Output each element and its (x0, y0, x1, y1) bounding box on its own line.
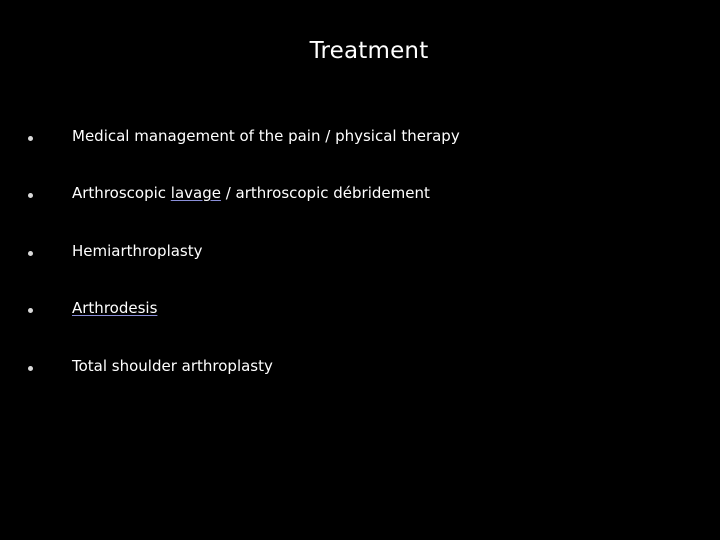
bullet-item-hemiarthroplasty (0, 242, 720, 270)
bullet-text-segment: Medical management of the pain / physical therapy (72, 127, 460, 145)
bullet-text-segment: Total shoulder arthroplasty (72, 357, 273, 375)
bullet-dot-icon (28, 366, 33, 371)
bullet-text-segment: Arthroscopic (72, 184, 171, 202)
bullet-item-total-shoulder-arthroplasty (0, 357, 720, 385)
bullet-text (72, 184, 430, 202)
bullet-dot-icon (28, 136, 33, 141)
arthrodesis-link[interactable]: Arthrodesis (72, 299, 158, 317)
bullet-text (72, 357, 273, 375)
slide-title: Treatment (309, 38, 429, 64)
lavage-link[interactable]: lavage (170, 184, 221, 202)
bullet-text-segment: / arthroscopic débridement (220, 184, 430, 202)
bullet-dot-icon (28, 308, 33, 313)
bullet-item-medical-management (0, 127, 720, 155)
bullet-item-arthrodesis (0, 299, 720, 327)
bullet-text (72, 127, 460, 145)
bullet-text-segment: Hemiarthroplasty (72, 242, 203, 260)
bullet-item-arthroscopic-lavage (0, 184, 720, 212)
bullet-dot-icon (28, 193, 33, 198)
bullet-text (72, 299, 157, 317)
bullet-text (72, 242, 203, 260)
bullet-dot-icon (28, 251, 33, 256)
